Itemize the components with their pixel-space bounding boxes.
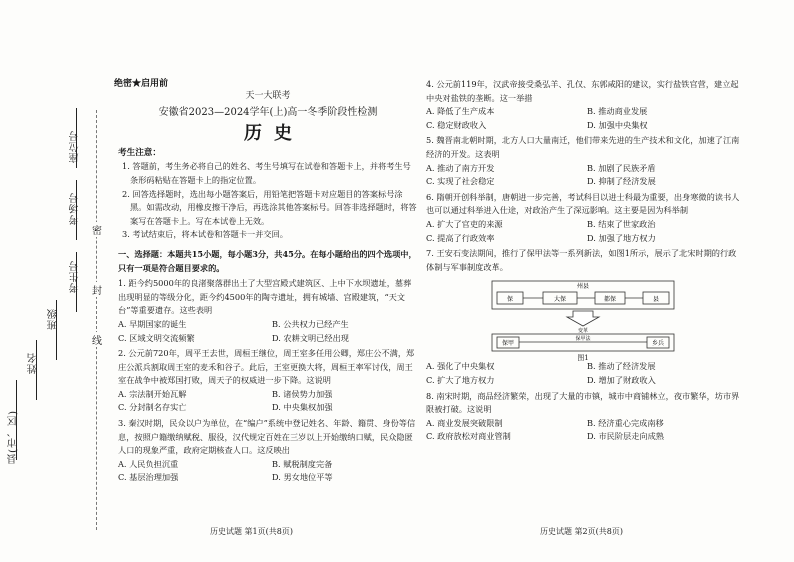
option-c: C. 提高了行政效率	[426, 232, 495, 243]
question-4	[426, 78, 740, 132]
student-number-label: 考生号	[70, 260, 81, 293]
option-d: D. 增加了财政收入	[587, 374, 656, 385]
figure-bottom-box-1: 保甲	[501, 340, 515, 348]
option-a: A. 早期国家的诞生	[118, 318, 187, 329]
option-b: B. 推动商业发展	[587, 106, 648, 117]
option-b: B. 加剧了民族矛盾	[587, 162, 656, 173]
option-d: D. 男女地位平等	[272, 472, 333, 483]
figure-caption: 图1	[577, 354, 589, 363]
question-stem: 8. 南宋时期，商品经济繁荣，出现了大量的市镇，城市中商铺林立，夜市繁华，坊市界限被打破。这说明	[426, 390, 740, 415]
question-stem: 6. 隋朝开创科举制，唐朝进一步完善，考试科目以进士科最为重要，出身寒微的读书人也可以通过科举进入仕途，对政治产生了深远影响。这主要是因为科举制	[426, 191, 740, 216]
figure-box-4: 县	[652, 296, 660, 304]
exam-org: 天一大联考	[245, 91, 291, 101]
binding-mark-envelope: 封	[92, 282, 102, 297]
figure-mid-text: 保甲法	[575, 336, 591, 343]
question-8	[426, 390, 740, 444]
section-title: 一、选择题：本题共15小题，每小题3分，共45分。在每小题给出的四个选项中，只有一项是符合题目要求的。	[118, 248, 417, 273]
option-a: A. 推动了南方开发	[426, 162, 495, 173]
figure-box-1: 保	[506, 296, 514, 304]
question-options	[118, 388, 418, 415]
option-a: A. 降低了生产成本	[426, 106, 495, 117]
exam-title: 安徽省2023—2024学年(上)高一冬季阶段性检测	[158, 106, 378, 118]
question-5	[426, 134, 740, 188]
figure-box-2: 大保	[553, 296, 567, 304]
figure-down-arrow	[567, 311, 599, 326]
question-stem: 3. 秦汉时期，民众以户为单位，在“编户”系统中登记姓名、年龄、籍贯、身份等信息，按照户籍缴纳赋税、服役，汉代规定百姓在三岁以上开始缴纳口赋，民众隐匿人口的现象严重，政府定期核查人口。这反映出	[118, 418, 416, 456]
question-stem: 7. 王安石变法期间，推行了保甲法等一系列新法，如图1所示，展示了北宋时期的行政体制与军事制度改革。	[426, 248, 737, 272]
name-label: 姓名	[28, 352, 39, 374]
question-stem: 1. 距今约5000年的良渚聚落群出土了大型宫殿式建筑区、上中下水坝遗址，墓葬出现明显的等级分化，距今约4500年的陶寺遗址，拥有城墙、宫殿建筑，“天文台”等重要遗存。这些表明	[118, 278, 412, 316]
question-options	[426, 105, 740, 132]
question-stem: 4. 公元前119年，汉武帝接受桑弘羊、孔仅、东郭咸阳的建议，实行盐铁官营，建立起中央对盐铁的垄断。这一举措	[426, 79, 739, 103]
question-2	[118, 347, 418, 415]
question-stem: 2. 公元前720年，周平王去世，周桓王继位，周王室多任用公卿，郑庄公不满，郑庄公派兵割取周王室的麦禾和谷子。此后，王室更换大将，周桓王率军讨伐，周王室在战争中被郑国打败，周天子的权威进一步下降。这说明	[118, 348, 415, 386]
option-c: C. 实现了社会稳定	[426, 176, 495, 187]
question-7	[426, 247, 740, 387]
figure-down-label: 变革	[577, 328, 589, 335]
binding-margin	[0, 0, 112, 562]
option-c: C. 分封制名存实亡	[118, 402, 187, 413]
notes-title: 考生注意：	[118, 147, 161, 158]
option-a: A. 扩大了官吏的来源	[426, 218, 503, 229]
option-b: B. 结束了世家政治	[587, 218, 656, 229]
option-b: B. 经济重心完成南移	[587, 417, 664, 428]
option-c: C. 政府放松对商业管制	[426, 431, 511, 442]
figure-box-3: 都保	[603, 296, 617, 304]
figure-1	[491, 280, 675, 363]
option-d: D. 中央集权加强	[272, 402, 333, 413]
note-item: 2. 回答选择题时，选出每小题答案后，用铅笔把答题卡对应题目的答案标号涂黑。如需改动，用橡皮擦干净后，再选涂其他答案标号。回答非选择题时，将答案写在答题卡上。写在本试卷上无效。	[122, 188, 417, 226]
question-stem: 5. 魏晋南北朝时期，北方人口大量南迁，他们带来先进的生产技术和文化，加速了江南经济的开发。这表明	[426, 135, 740, 159]
footer-page-1: 历史试题 第1页(共8页)	[210, 527, 293, 536]
option-a: A. 人民负担沉重	[118, 458, 179, 469]
option-c: C. 区域文明交流频繁	[118, 332, 195, 343]
exam-room-label: 考场号	[70, 192, 81, 225]
option-b: B. 赋税制度完备	[272, 458, 333, 469]
question-options	[426, 218, 740, 245]
question-options	[118, 318, 418, 345]
option-d: D. 抑制了经济发展	[587, 176, 656, 187]
option-d: D. 加强中央集权	[587, 119, 648, 130]
option-a: A. 强化了中央集权	[426, 361, 495, 372]
secret-label: 绝密★启用前	[114, 79, 169, 89]
option-d: D. 农耕文明已经出现	[272, 332, 349, 343]
option-c: C. 扩大了地方权力	[426, 374, 495, 385]
note-item: 1. 答题前，考生务必将自己的姓名、考生号填写在试卷和答题卡上，并将考生号条形码粘贴在答题卡上的指定位置。	[122, 161, 411, 185]
question-options	[426, 417, 740, 444]
figure-bottom-box-2: 乡兵	[651, 340, 665, 348]
question-options	[426, 162, 740, 189]
right-column	[426, 76, 740, 444]
seat-number-label: 座位号	[70, 130, 81, 163]
class-label: 班级	[48, 308, 59, 330]
option-c: C. 稳定财政收入	[426, 119, 487, 130]
question-options	[118, 458, 418, 485]
figure-diagram	[491, 280, 675, 352]
option-d: D. 市民阶层走向成熟	[587, 431, 664, 442]
exam-header	[118, 90, 418, 145]
option-d: D. 加强了地方权力	[587, 232, 656, 243]
figure-top-label: 州县	[576, 283, 590, 291]
question-6	[426, 191, 740, 245]
left-column	[118, 76, 418, 485]
option-a: A. 宗法制开始瓦解	[118, 388, 187, 399]
option-c: C. 基层治理加强	[118, 472, 179, 483]
binding-mark-line: 线	[92, 332, 102, 347]
binding-dashed-line	[96, 110, 97, 530]
county-label: 县(市、区)	[8, 410, 19, 464]
question-3	[118, 417, 418, 485]
option-b: B. 诸侯势力加强	[272, 388, 333, 399]
option-b: B. 推动了经济发展	[587, 361, 656, 372]
option-a: A. 商业发展突破限制	[426, 417, 503, 428]
question-1	[118, 277, 418, 345]
binding-mark-seal: 密	[92, 222, 102, 237]
option-b: B. 公共权力已经产生	[272, 318, 349, 329]
subject-title: 历史	[244, 123, 304, 145]
note-item: 3. 考试结束后，将本试卷和答题卡一并交回。	[122, 229, 288, 240]
footer-page-2: 历史试题 第2页(共8页)	[540, 527, 623, 536]
